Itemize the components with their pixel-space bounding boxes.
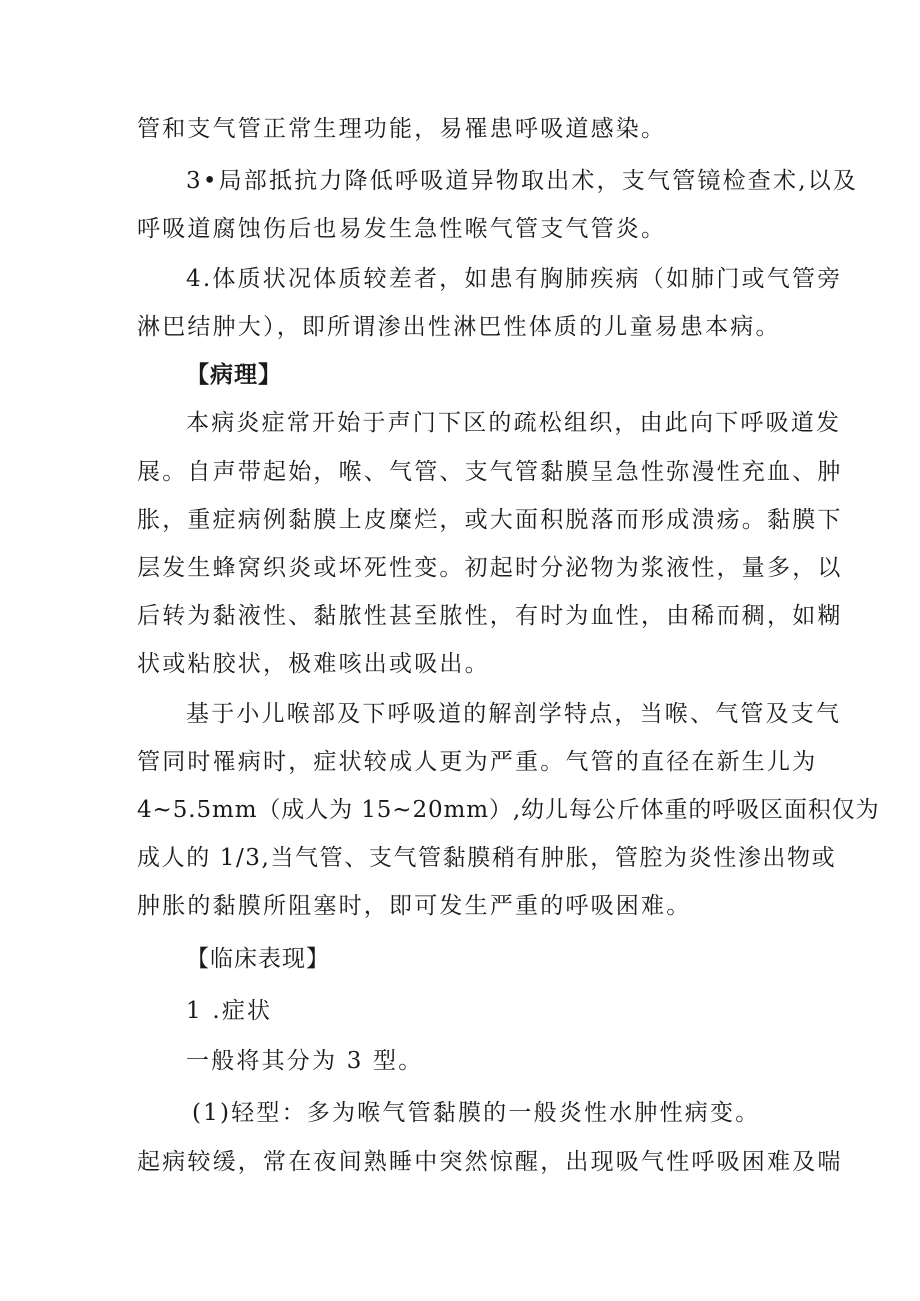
- text-line: 一般将其分为 3 型。: [186, 1048, 424, 1074]
- text-line: 状或粘胶状，极难咳出或吸出。: [137, 651, 490, 677]
- text-line: 呼吸道腐蚀伤后也易发生急性喉气管支气管炎。: [137, 216, 667, 242]
- text-line: 淋巴结肿大），即所谓渗出性淋巴性体质的儿童易患本病。: [137, 314, 781, 340]
- text-line: (1)轻型：多为喉气管黏膜的一般炎性水肿性病变。: [192, 1100, 761, 1126]
- section-heading-clinical: 【临床表现】: [186, 946, 330, 972]
- text-line: 管和支气管正常生理功能，易罹患呼吸道感染。: [137, 116, 667, 142]
- text-line: 层发生蜂窝织炎或坏死性变。初起时分泌物为浆液性，量多，以: [137, 555, 843, 581]
- text-line: 胀，重症病例黏膜上皮糜烂，或大面积脱落而形成溃疡。黏膜下: [137, 507, 843, 533]
- text-line: 3•局部抵抗力降低呼吸道异物取出术，支气管镜检查术,以及: [186, 168, 859, 194]
- text-line: 起病较缓，常在夜间熟睡中突然惊醒，出现吸气性呼吸困难及喘: [137, 1149, 843, 1175]
- text-line: 4~5.5mm（成人为 15~20mm）,幼儿每公斤体重的呼吸区面积仅为: [137, 797, 880, 823]
- text-line: 后转为黏液性、黏脓性甚至脓性，有时为血性，由稀而稠，如糊: [137, 603, 843, 629]
- text-line: 基于小儿喉部及下呼吸道的解剖学特点，当喉、气管及支气: [186, 701, 842, 727]
- text-line: 4.体质状况体质较差者，如患有胸肺疾病（如肺门或气管旁: [186, 266, 843, 292]
- text-line: 成人的 1/3,当气管、支气管黏膜稍有肿胀，管腔为炎性渗出物或: [137, 845, 837, 871]
- section-heading-pathology: 【病理】: [186, 362, 282, 388]
- subsection-heading-symptoms: 1 .症状: [186, 998, 273, 1024]
- text-line: 管同时罹病时，症状较成人更为严重。气管的直径在新生儿为: [137, 749, 818, 775]
- text-line: 肿胀的黏膜所阻塞时，即可发生严重的呼吸困难。: [137, 893, 692, 919]
- text-line: 本病炎症常开始于声门下区的疏松组织，由此向下呼吸道发: [186, 410, 842, 436]
- text-line: 展。自声带起始，喉、气管、支气管黏膜呈急性弥漫性充血、肿: [137, 459, 843, 485]
